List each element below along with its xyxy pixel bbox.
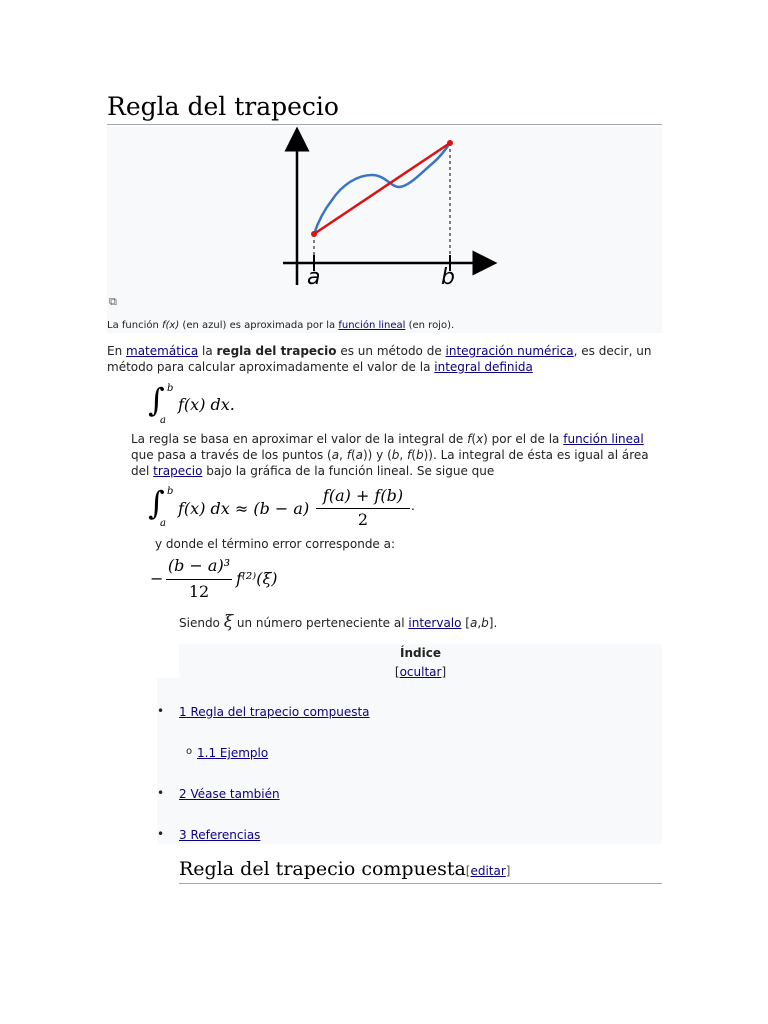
integrand: f(x) dx. <box>178 395 235 414</box>
period: . <box>411 499 415 513</box>
second-derivative: f⁽²⁾(ξ) <box>236 569 278 588</box>
link-integracion-numerica[interactable]: integración numérica <box>445 344 574 358</box>
text: que pasa a través de los puntos ( <box>131 448 332 462</box>
edit-section <box>466 864 511 878</box>
toc-toggle <box>179 665 662 679</box>
fraction-bar <box>166 579 232 580</box>
link-funcion-lineal-2[interactable]: función lineal <box>563 432 644 446</box>
fraction-bar <box>316 508 410 509</box>
math-var: a <box>469 616 478 630</box>
caption-text: La función <box>107 320 162 331</box>
fraction-numerator: (b − a)³ <box>167 556 231 575</box>
math-var: b <box>481 616 489 630</box>
text: La regla se basa en aproximar el valor de la integral de <box>131 432 468 446</box>
text: , <box>399 448 408 462</box>
text: un número perteneciente al <box>233 616 409 630</box>
upper-limit: b <box>167 383 174 394</box>
caption-text: (en rojo). <box>405 320 455 331</box>
text: En <box>107 344 127 358</box>
math-var: b <box>391 448 400 462</box>
toc-link[interactable]: 3 Referencias <box>179 828 261 842</box>
link-matematica[interactable]: matemática <box>126 344 199 358</box>
toc-item-3[interactable] <box>179 828 260 842</box>
bold-term: regla del trapecio <box>216 344 337 358</box>
integral-sign: ∫ <box>148 484 165 522</box>
circle-bullet-icon: o <box>186 746 193 757</box>
intro-paragraph <box>107 343 662 375</box>
link-funcion-lineal[interactable]: función lineal <box>338 320 406 331</box>
fraction-denominator: 2 <box>357 510 369 529</box>
table-of-contents <box>179 644 662 844</box>
bracket: ] <box>505 864 511 878</box>
edit-link[interactable]: editar <box>470 864 506 878</box>
point-b <box>447 140 453 146</box>
page-title: Regla del trapecio <box>107 92 339 121</box>
math-var: f <box>346 448 351 462</box>
text: la <box>198 344 217 358</box>
section-heading <box>179 858 510 880</box>
math-var: x <box>476 432 484 446</box>
text: , es decir, un método para calcular aproximadamente el valor de la <box>107 344 652 374</box>
math-var: f <box>407 448 412 462</box>
fraction-denominator: 12 <box>188 582 210 601</box>
link-integral-definida[interactable]: integral definida <box>434 360 533 374</box>
toc-item-1[interactable] <box>179 705 370 719</box>
bullet-icon: • <box>157 786 165 800</box>
toc-title: Índice <box>400 646 441 660</box>
math-var: f <box>467 432 472 446</box>
text: bajo la gráfica de la función lineal. Se sigue que <box>202 464 495 478</box>
rule-paragraph <box>131 431 662 479</box>
text: es un método de <box>336 344 446 358</box>
upper-limit: b <box>167 486 174 497</box>
text: Siendo <box>179 616 224 630</box>
text: ) por el de la <box>483 432 564 446</box>
error-intro: y donde el término error corresponde a: <box>155 537 396 551</box>
section-title: Regla del trapecio compuesta <box>179 858 466 880</box>
toc-item-1-1[interactable] <box>197 746 268 760</box>
trapezoid-diagram[interactable] <box>107 127 662 297</box>
enlarge-icon[interactable]: ⧉ <box>109 295 117 308</box>
label-b: b <box>441 265 455 290</box>
integral-sign: ∫ <box>148 381 165 419</box>
link-trapecio[interactable]: trapecio <box>153 464 203 478</box>
toc-link[interactable]: 1.1 Ejemplo <box>197 746 269 760</box>
minus-sign: − <box>150 569 164 588</box>
lower-limit: a <box>160 518 166 529</box>
toc-item-2[interactable] <box>179 787 280 801</box>
math-var: a <box>331 448 340 462</box>
toc-bullet-column <box>157 678 179 844</box>
text: ( <box>471 432 477 446</box>
math-var: a <box>355 448 363 462</box>
text: )) y ( <box>362 448 392 462</box>
figure-box <box>107 127 662 333</box>
link-intervalo[interactable]: intervalo <box>408 616 462 630</box>
text: ]. <box>488 616 498 630</box>
section-divider <box>179 883 662 884</box>
bullet-icon: • <box>157 827 165 841</box>
label-a: a <box>307 265 321 290</box>
bracket: [ <box>394 665 400 679</box>
fraction-numerator: f(a) + f(b) <box>322 486 404 505</box>
approx-lhs: f(x) dx ≈ (b − a) <box>178 499 310 518</box>
caption-fx: f(x) <box>162 320 180 331</box>
siendo-paragraph <box>179 612 497 632</box>
text: [ <box>461 616 470 630</box>
text: ( <box>350 448 356 462</box>
text: , <box>477 616 482 630</box>
title-divider <box>107 124 662 125</box>
math-var: b <box>415 448 424 462</box>
toc-link[interactable]: 1 Regla del trapecio compuesta <box>179 705 370 719</box>
bullet-icon: • <box>157 704 165 718</box>
bracket: ] <box>441 665 447 679</box>
bracket: [ <box>465 864 471 878</box>
lower-limit: a <box>160 415 166 426</box>
caption-text: (en azul) es aproximada por la <box>179 320 339 331</box>
toc-hide-link[interactable]: ocultar <box>399 665 442 679</box>
toc-link[interactable]: 2 Véase también <box>179 787 280 801</box>
figure-caption <box>107 320 454 331</box>
text: ( <box>411 448 416 462</box>
math-xi: ξ <box>223 612 234 632</box>
point-a <box>311 231 317 237</box>
linear-approximation <box>314 143 450 234</box>
text: , <box>339 448 347 462</box>
text: )). La integral de ésta es igual al área del <box>131 448 649 478</box>
